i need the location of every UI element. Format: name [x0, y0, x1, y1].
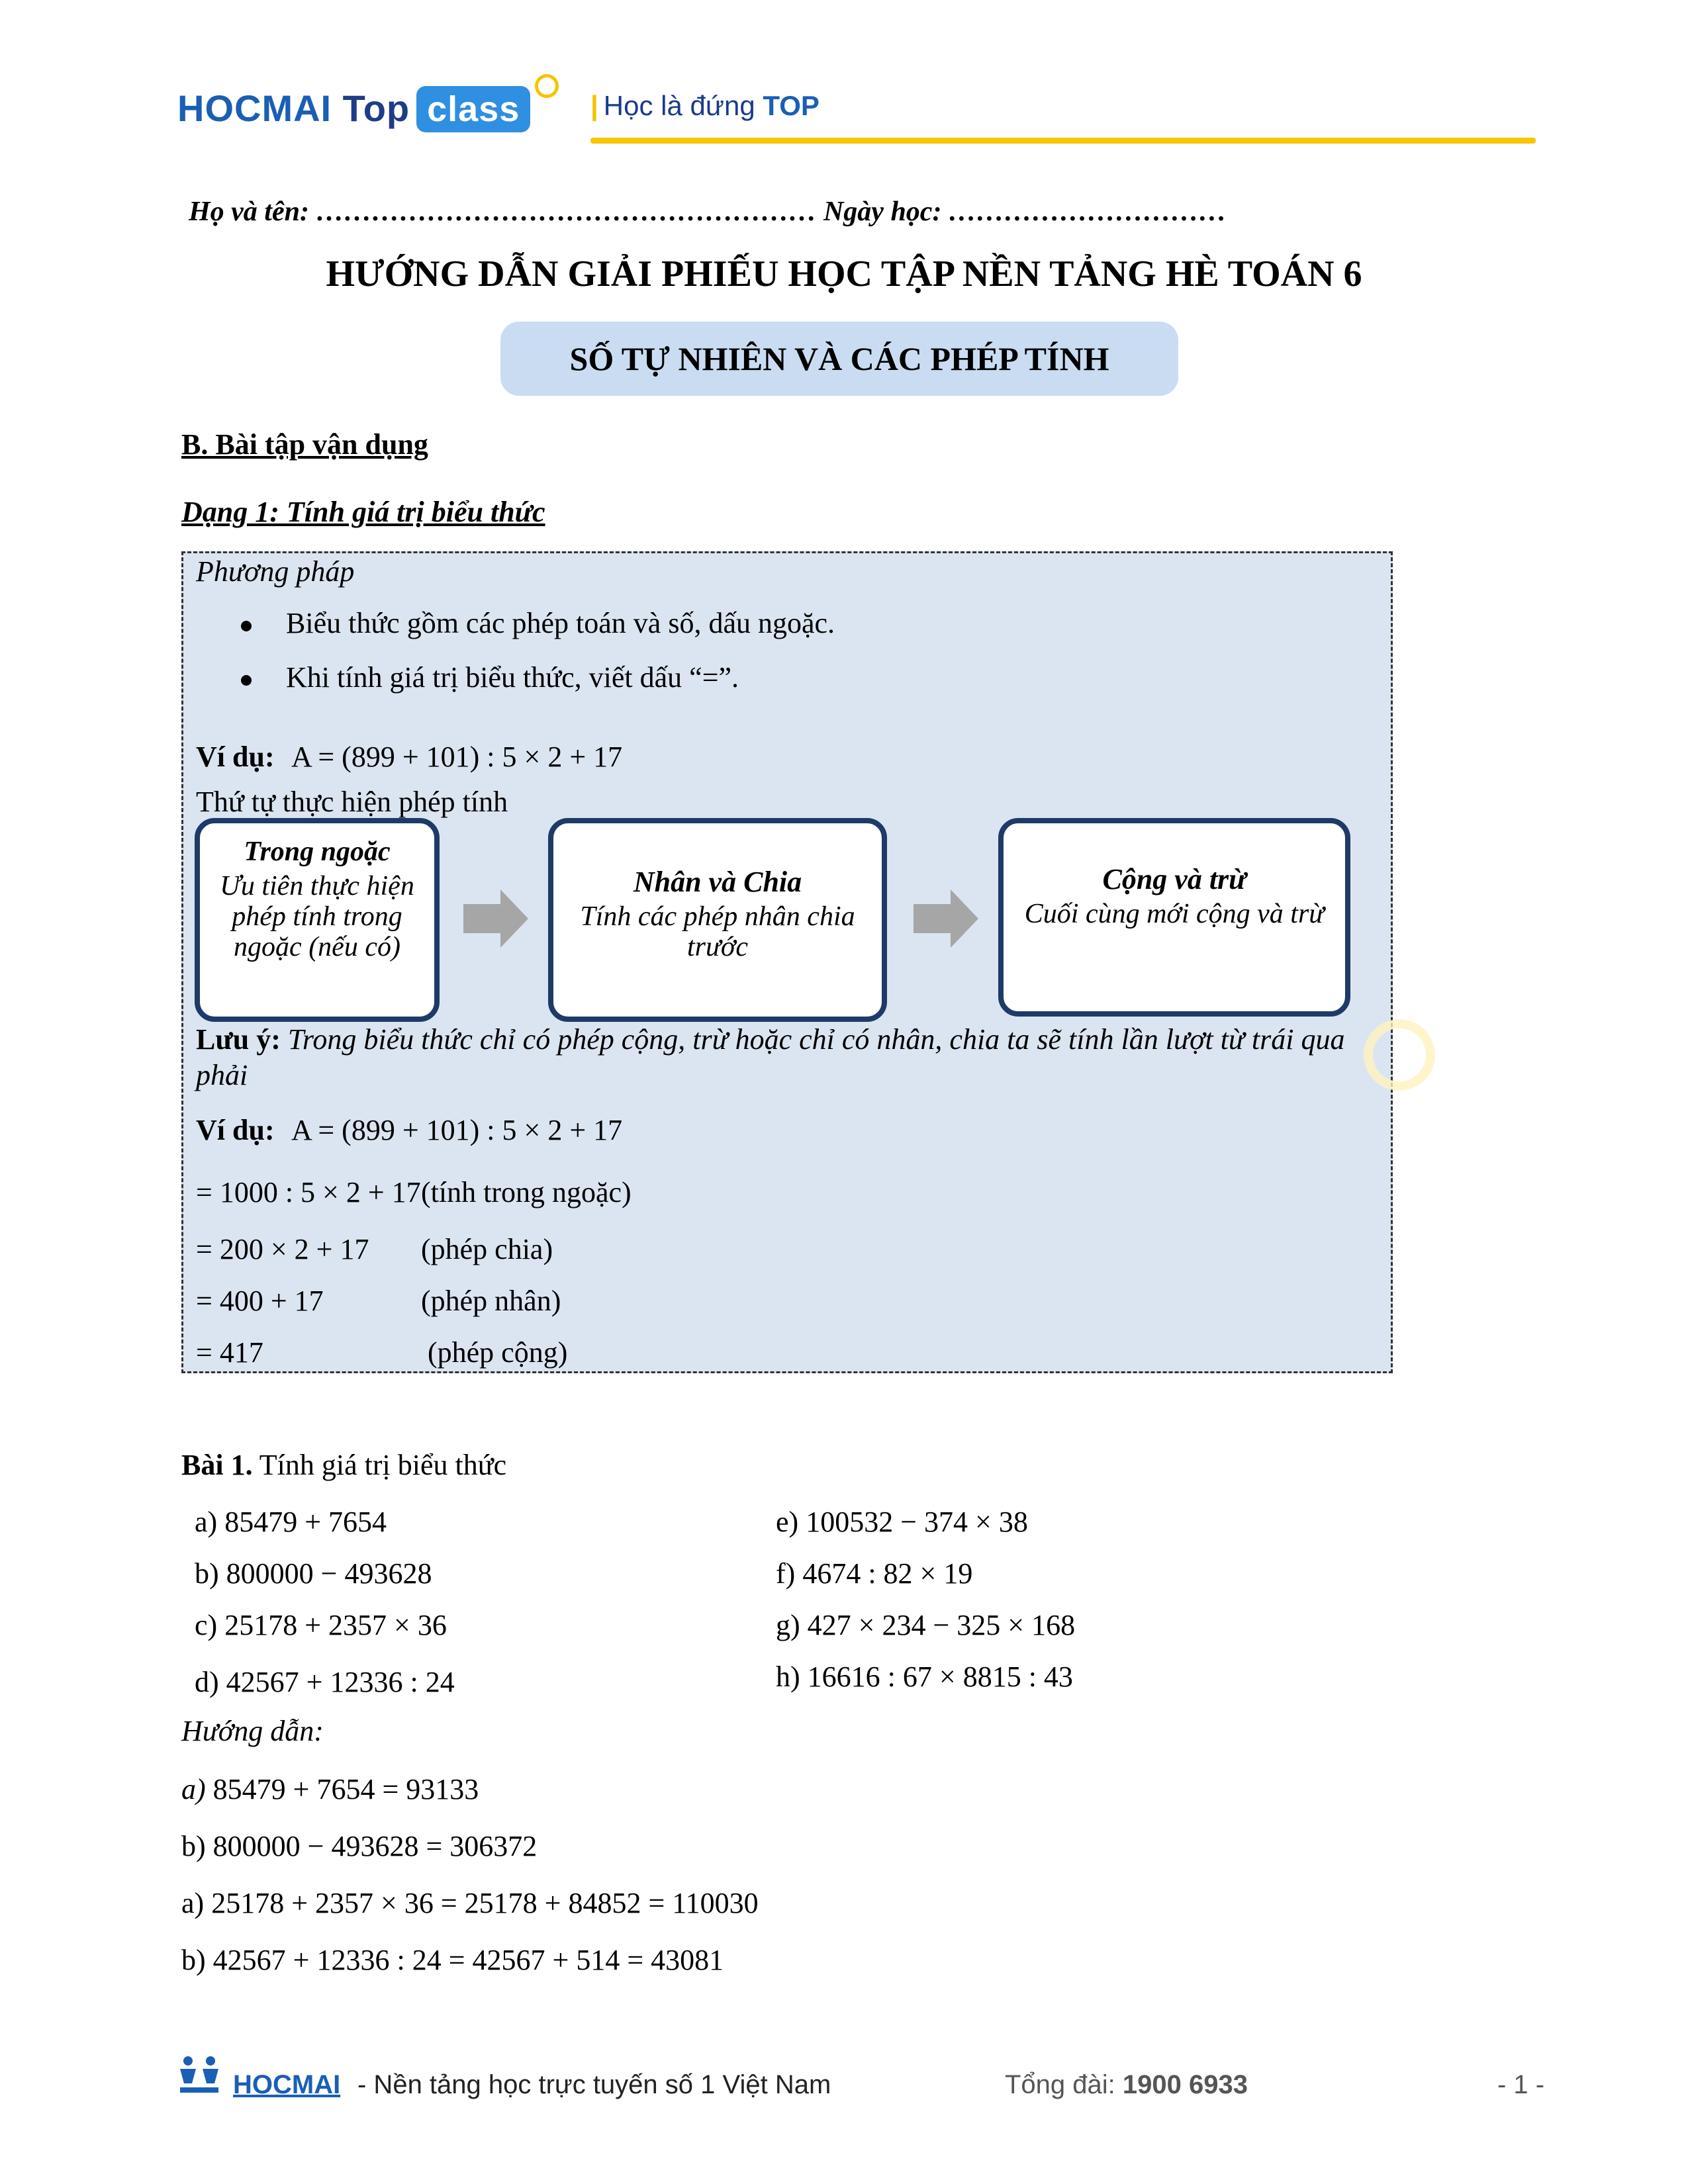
- watermark-logo: [1364, 1019, 1435, 1091]
- exercise-item: [776, 1660, 1073, 1694]
- flow-step-title: Trong ngoặc: [244, 837, 391, 867]
- bullet-icon: [241, 675, 252, 686]
- step-expression: = 400 + 17: [196, 1285, 324, 1317]
- step-expression: = 1000 : 5 × 2 + 17: [196, 1176, 421, 1208]
- answer-key: a): [181, 1887, 205, 1919]
- answer-line: [181, 1943, 724, 1977]
- logo-hocmai-text: HOCMAI: [177, 87, 332, 129]
- item-expression: 25178 + 2357 × 36: [224, 1609, 447, 1641]
- hotline-number: 1900 6933: [1122, 2070, 1248, 2099]
- step-expression: = 417: [196, 1336, 263, 1369]
- method-heading: Phương pháp: [196, 555, 355, 588]
- step-note: (phép nhân): [421, 1285, 561, 1317]
- page-title: HƯỚNG DẪN GIẢI PHIẾU HỌC TẬP NỀN TẢNG HÈ TOÁN 6: [326, 253, 1362, 295]
- answer-key: b): [181, 1944, 206, 1976]
- item-expression: 85479 + 7654: [224, 1506, 387, 1538]
- slogan-prefix: Học là đứng: [603, 90, 755, 121]
- exercise-heading: [181, 1448, 506, 1482]
- exercise-item: [776, 1608, 1075, 1642]
- topic-title: SỐ TỰ NHIÊN VÀ CÁC PHÉP TÍNH: [569, 340, 1109, 377]
- header-divider: [590, 138, 1536, 144]
- item-expression: 427 × 234 − 325 × 168: [807, 1609, 1076, 1641]
- flow-step-text: Tính các phép nhân chia trước: [580, 901, 855, 962]
- item-key: h): [776, 1661, 800, 1693]
- hocmai-topclass-logo: [177, 86, 530, 132]
- arrow-right-icon: [914, 886, 980, 952]
- page-number: - 1 -: [1497, 2070, 1545, 2099]
- bullet-icon: [241, 621, 252, 631]
- answer-line: [181, 1829, 537, 1863]
- flow-step-add-subtract: [998, 818, 1350, 1017]
- exercise-item: [776, 1557, 972, 1590]
- step-expression: = 200 × 2 + 17: [196, 1233, 369, 1265]
- answer-expression: 25178 + 2357 × 36 = 25178 + 84852 = 110030: [211, 1887, 759, 1919]
- item-expression: 100532 − 374 × 38: [806, 1506, 1028, 1538]
- exercise-item: [195, 1665, 455, 1699]
- answer-line: [181, 1772, 479, 1806]
- answer-key: b): [181, 1830, 206, 1862]
- footer-hotline: [1005, 2070, 1248, 2100]
- flow-step-text: Ưu tiên thực hiện phép tính trong ngoặc (nếu có): [220, 871, 414, 962]
- step-note: (phép chia): [421, 1233, 553, 1265]
- note-label: Lưu ý:: [196, 1023, 281, 1056]
- answer-expression: 85479 + 7654 = 93133: [212, 1773, 479, 1805]
- flow-step-parentheses: [195, 818, 440, 1022]
- exercise-type-heading: Dạng 1: Tính giá trị biểu thức: [181, 496, 545, 528]
- item-expression: 16616 : 67 × 8815 : 43: [807, 1661, 1073, 1693]
- answer-line: [181, 1886, 759, 1920]
- exercise-item: [195, 1557, 432, 1590]
- method-bullet-1: Biểu thức gồm các phép toán và số, dấu ngoặc.: [286, 607, 835, 639]
- item-key: d): [195, 1666, 219, 1698]
- step-note: (tính trong ngoặc): [421, 1176, 632, 1208]
- logo-top-text: Top: [342, 87, 410, 129]
- star-icon: [535, 74, 559, 98]
- slogan: [590, 90, 820, 122]
- exercise-label: Bài 1.: [181, 1449, 253, 1481]
- exercise-text: Tính giá trị biểu thức: [259, 1449, 507, 1481]
- topic-banner: [500, 322, 1178, 396]
- note-text: Trong biểu thức chỉ có phép cộng, trừ hoặc chỉ có nhân, chia ta sẽ tính lần lượt từ trái qua phải: [196, 1023, 1345, 1091]
- slogan-divider: |: [590, 90, 598, 121]
- item-expression: 800000 − 493628: [226, 1557, 432, 1590]
- answer-expression: 800000 − 493628 = 306372: [212, 1830, 538, 1862]
- answer-expression: 42567 + 12336 : 24 = 42567 + 514 = 43081: [212, 1944, 724, 1976]
- item-key: f): [776, 1557, 796, 1590]
- logo-class-text: class: [416, 86, 530, 132]
- example-label: Ví dụ:: [196, 741, 275, 773]
- arrow-right-icon: [463, 886, 530, 952]
- section-heading: B. Bài tập vận dụng: [181, 428, 428, 461]
- example-expression: A = (899 + 101) : 5 × 2 + 17: [291, 741, 623, 773]
- note-paragraph: [196, 1022, 1374, 1093]
- hocmai-people-icon: [177, 2054, 221, 2094]
- order-label: Thứ tự thực hiện phép tính: [196, 786, 508, 818]
- item-key: c): [195, 1609, 218, 1641]
- item-key: e): [776, 1506, 799, 1538]
- flow-step-title: Cộng và trừ: [1102, 863, 1246, 895]
- guide-label: Hướng dẫn:: [181, 1715, 324, 1747]
- item-expression: 42567 + 12336 : 24: [226, 1666, 455, 1698]
- exercise-item: [195, 1608, 447, 1642]
- slogan-emphasis: TOP: [763, 90, 820, 121]
- exercise-item: [195, 1505, 387, 1539]
- answer-key: a): [181, 1773, 206, 1805]
- example-label: Ví dụ:: [196, 1114, 275, 1146]
- flow-step-title: Nhân và Chia: [633, 866, 802, 898]
- method-bullet-2: Khi tính giá trị biểu thức, viết dấu “=”.: [286, 661, 739, 694]
- step-note: (phép cộng): [428, 1336, 568, 1369]
- hotline-label: Tổng đài:: [1005, 2070, 1115, 2099]
- item-expression: 4674 : 82 × 19: [802, 1557, 973, 1590]
- flow-step-text: Cuối cùng mới cộng và trừ: [1024, 899, 1325, 929]
- example-expression: A = (899 + 101) : 5 × 2 + 17: [291, 1114, 623, 1146]
- item-key: g): [776, 1609, 800, 1641]
- student-info-line: Họ và tên: ……………………………………………… Ngày học: …………………………: [189, 197, 1227, 227]
- footer-tagline: - Nền tảng học trực tuyến số 1 Việt Nam: [357, 2070, 831, 2099]
- flow-step-multiply-divide: [548, 818, 887, 1022]
- footer-brand-link[interactable]: HOCMAI: [233, 2070, 341, 2099]
- exercise-item: [776, 1505, 1028, 1539]
- item-key: b): [195, 1557, 219, 1590]
- item-key: a): [195, 1506, 218, 1538]
